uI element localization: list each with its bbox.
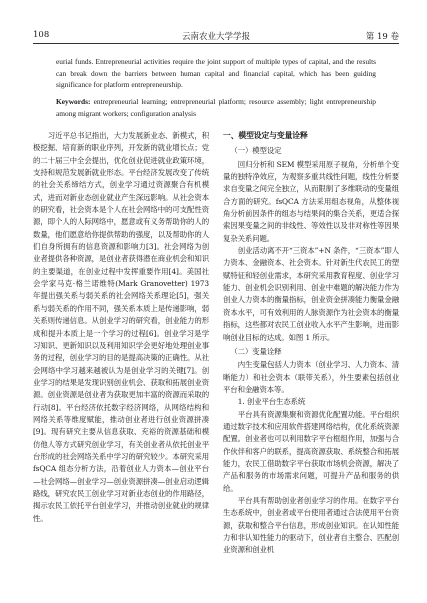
- model-paragraph: 创业活动离不开“三资本”+N 条件，“三资本”即人力资本、金融资本、社会资本。针对新生代农民工的塑赋特征和轻创业需求，本研究采用教育程度、创业学习能力、创业机会识别利用、创业中难题的解决能力作为创业人力资本的衡量指标，创业资金拼凑能力衡量金融资本水平，可有效利用的人脉资源作为社会资本的衡量指标，这些都对农民工创业收入水平产生影响，进而影响创业目标的达成。如图 1 所示。: [223, 246, 399, 342]
- english-keywords: [56, 96, 376, 119]
- subsection-title-variables: （二）变量诠释: [230, 346, 282, 356]
- left-column: [33, 130, 209, 525]
- keywords-text: entrepreneurial learning; entrepreneurial platform; resource assembly; light entrepreneurship among migrant workers; configuration analysis: [56, 97, 376, 118]
- platform-paragraph: 平台具有帮助创业者创业学习的作用。在数字平台生态系统中，创业者或平台使用者通过合法使用平台资源，获取和整合平台信息，形成创业知识。在认知性能力和非认知性能力的驱动下，创业者自主整合、匹配创业资源和创业机: [223, 495, 399, 555]
- right-column: [223, 130, 399, 557]
- model-paragraph: 回归分析和 SEM 模型采用原子视角，分析单个变量的独特净效应，为观察多重共线性问题，线性分析要求自变量之间完全独立，从而限制了多维联动的变量组合方面的研究。fsQCA 方法采用组态视角，从整体视角分析前因条件的组态与结果间的集合关系，更适合探索因果变量之间的非线性、等效性以及非对称性等因果复杂关系问题。: [223, 159, 399, 243]
- page-header: [33, 27, 399, 44]
- volume-number: 第 19 卷: [365, 32, 399, 42]
- platform-paragraph: 平台具有资源集聚和资源优化配置功能。平台组织通过数字技术和应用软件搭建网络结构，优化系统资源配置。创业者也可以利用数字平台框组作用，加强与合作伙伴和客户的联系，提高资源获取、系统整合和拓展能力，农民工借助数字平台获取市场机会资源，解决了产品和服务的市场需求问题，可提升产品和服务的供给。: [223, 409, 399, 493]
- page-number: 108: [33, 30, 50, 40]
- journal-title: 云南农业大学学报: [181, 32, 250, 42]
- intro-paragraph: 习近平总书记指出，大力发展新业态、新模式，积极挖掘、培育新的职业序列，开发新的就业增长点；党的二十届三中全会提出，优化创业促进就业政策环境，支持和规范发展新就业形态。平台经济发展改变了传统的社会关系缔结方式，创业学习通过资源聚合有机模式，进而对新业态创业就业产生深远影响。从社会资本的研究看，社会资本是个人在社会网络中的可支配性资源，即个人的人际网络中，愿意或有义务帮助你的人的数量，他们愿意给你提供帮助的强度，以及帮助你的人们自身所拥有的信息资源和影响力[3]。社会网络为创业者提供各种资源，是创业者获得潜在商业机会和知识的主要渠道，在创业过程中发挥重要作用[4]。美国社会学家马克·格兰诺维特(Mark Granovetter) 1973 年提出强关系与弱关系的社会网络关系理论[5]，强关系与弱关系的作用不同，强关系本质上是传递影响，弱关系则传递信息。从创业学习的研究看，创业能力的形成和提升本质上是一个学习的过程[6]。创业学习是学习知识、更新知识以及利用知识学会更好地处理创业事务的过程，创业学习的目的是提高决策的正确性。从社会网络中学习越来越被认为是创业学习的关键[7]。创业学习的结果是发现识别创业机会、获取和拓展创业资源。创业资源是创业者为获取更加丰富的资源而采取的行动[8]。平台经济依托数字经济网络，从网络结构和网络关系等维度赋能，推动创业者进行创业资源拼凑[9]。现有研究主要从信息获取、充裕的资源基础和模仿他人等方式研究创业学习，有关创业者从依托创业平台形成的社会网络关系中学习的研究较少。本研究采用 fsQCA 组态分析方法，沿着创业人力资本—创业平台—社会网络—创业学习—创业资源拼凑—创业启动逻辑路线，研究农民工创业学习对新业态创业的作用路径，揭示农民工依托平台创业学习，并推动创业就业的规律性。: [33, 131, 209, 523]
- item-title-platform: 1. 创业平台生态系统: [237, 397, 306, 407]
- english-abstract: eurial funds. Entrepreneurial activities require the joint support of multiple types of capital, and the results can break down the barriers between human capital and financial capital, which has been guiding significance for platform entrepreneurship.: [56, 57, 376, 90]
- subsection-title-model: （一）模型设定: [230, 146, 282, 156]
- section-title: 一、模型设定与变量诠释: [223, 131, 308, 140]
- keywords-label: Keywords:: [56, 97, 91, 106]
- variables-paragraph: 内生变量包括人力资本（创业学习、人力资本、清晰能力）和社会资本（联带关系），外生要素包括创业平台和金融资本等。: [223, 360, 399, 394]
